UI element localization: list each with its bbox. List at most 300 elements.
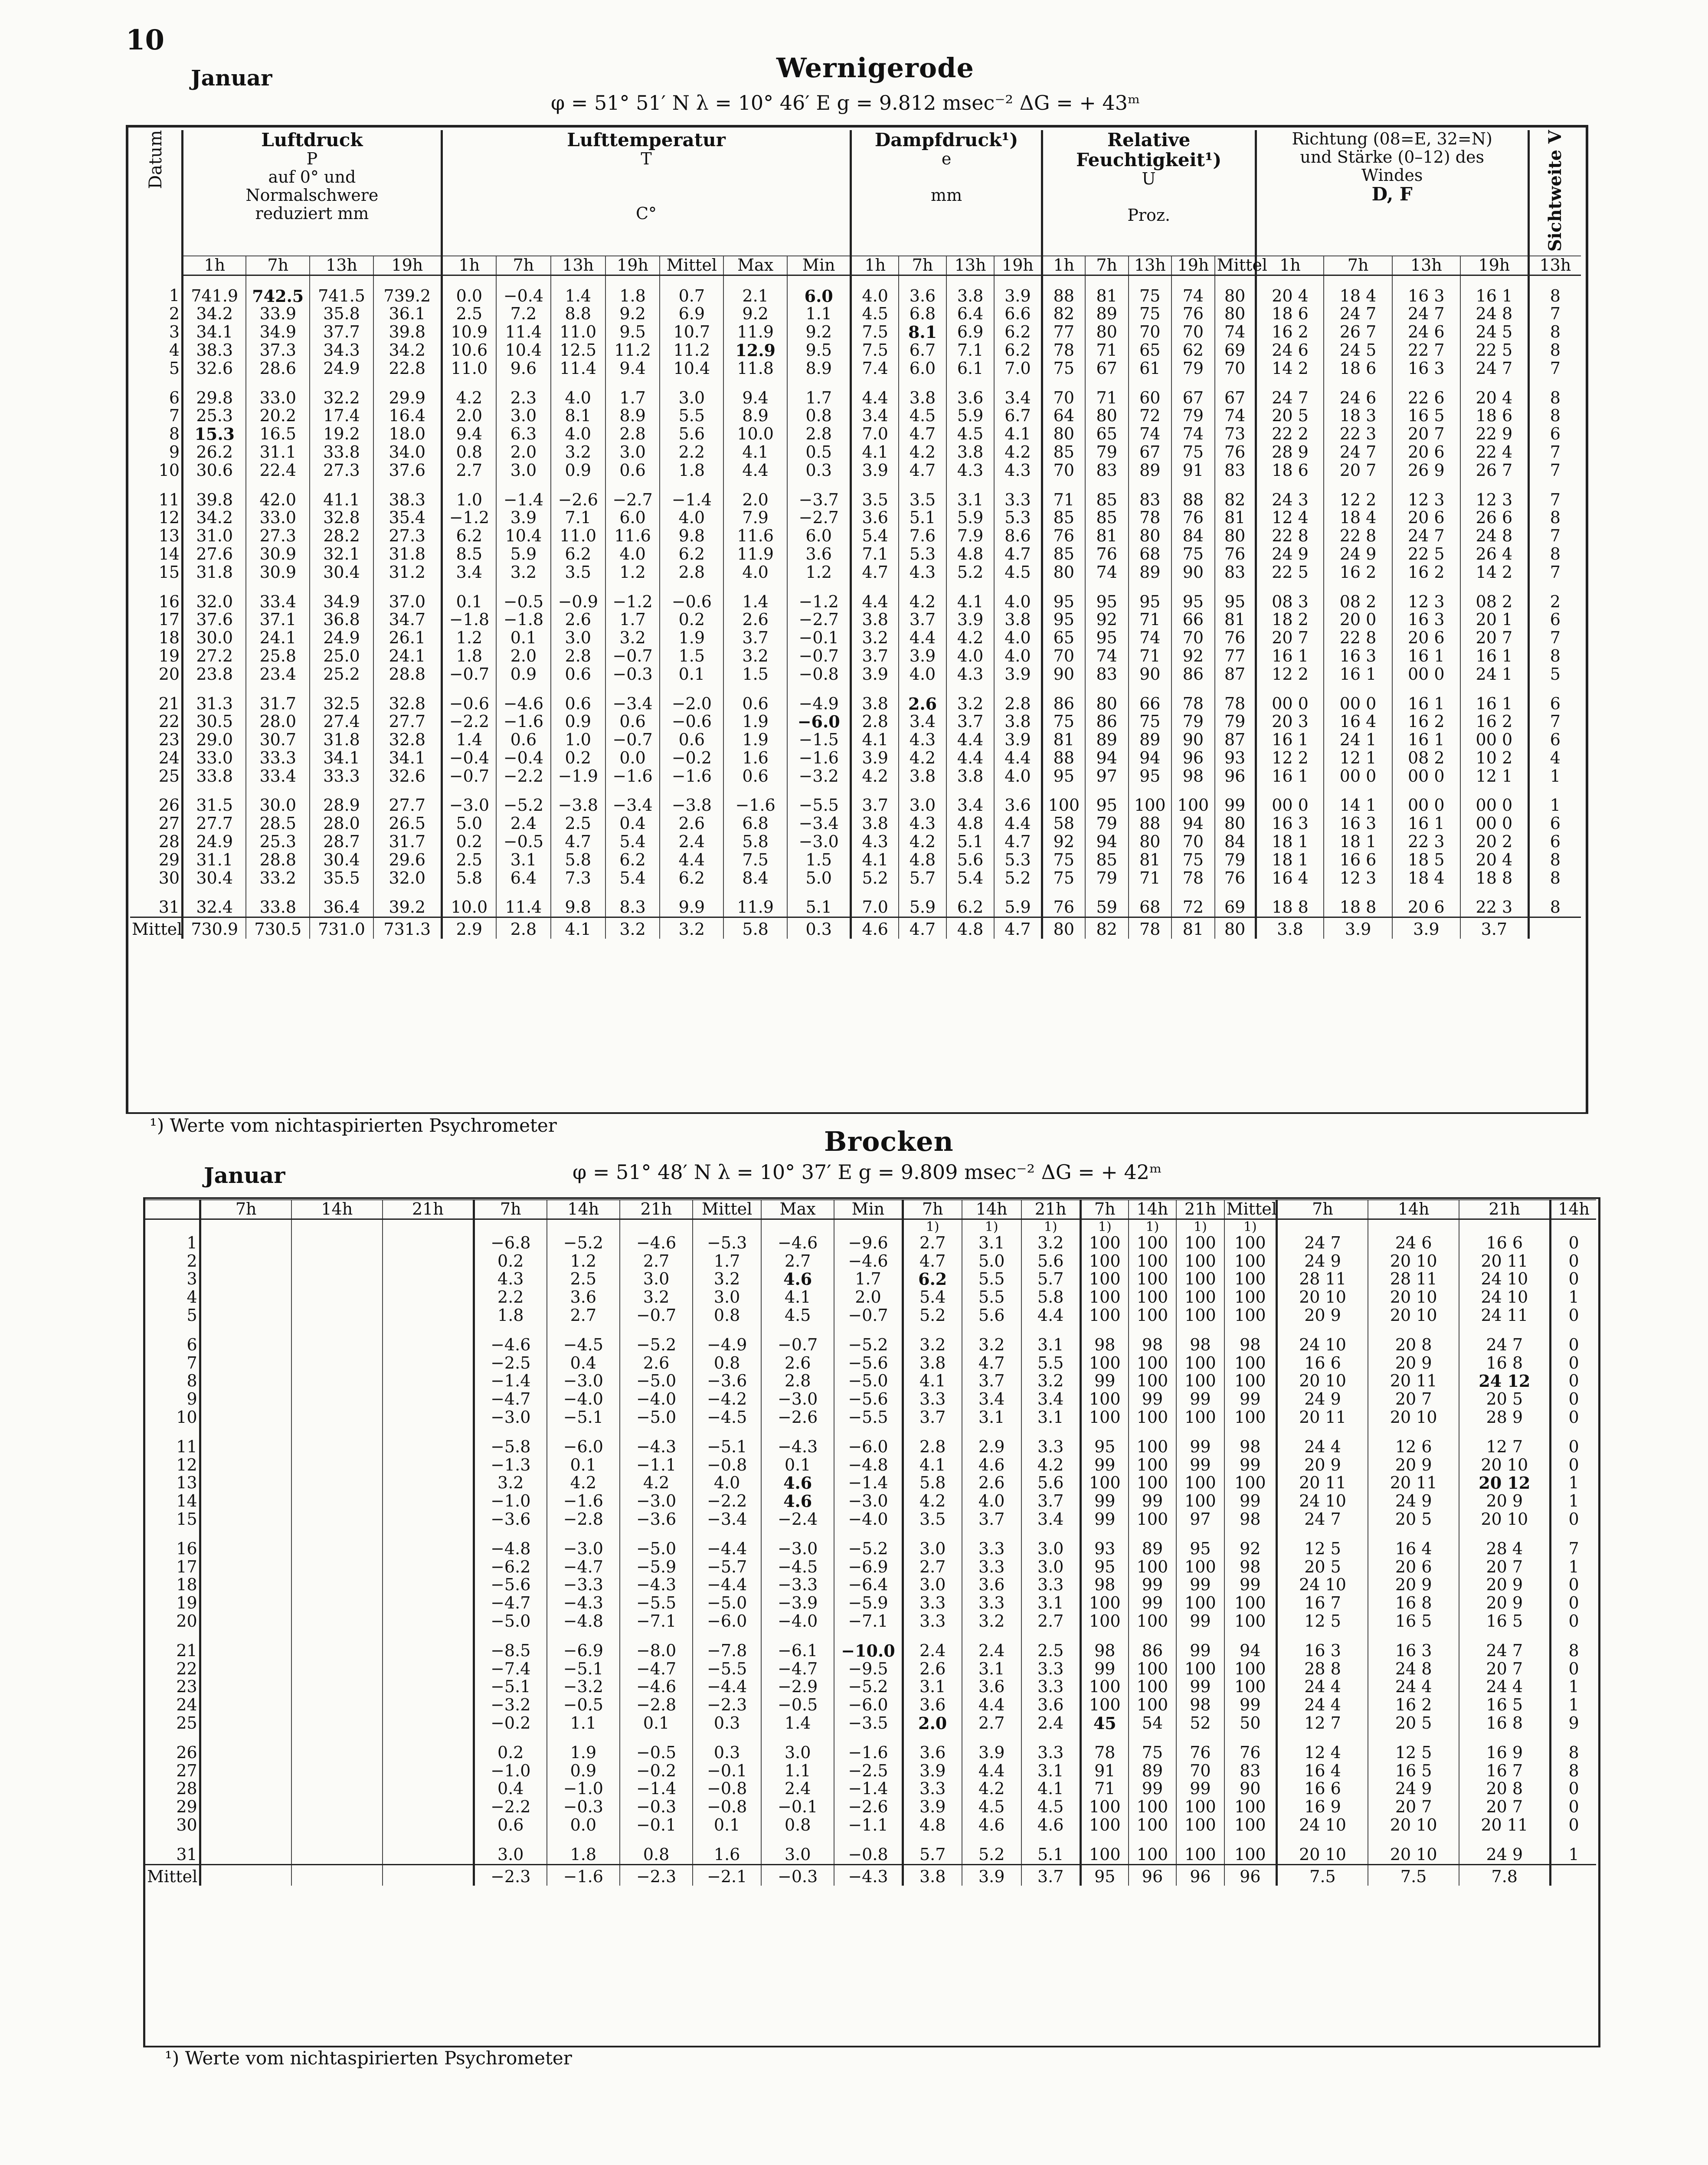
wg-value-cell: 8	[1528, 509, 1581, 527]
wg-value-cell: 7.1	[946, 341, 994, 360]
br-table-row	[145, 1529, 1596, 1558]
br-value-cell	[200, 1631, 291, 1660]
wg-value-cell: 30.0	[183, 629, 246, 647]
wg-value-cell: 4.0	[551, 425, 605, 443]
br-day-cell: 24	[176, 1695, 197, 1715]
br-value-cell: 2.4	[761, 1780, 834, 1798]
wg-value-cell: 36.8	[310, 611, 373, 629]
wg-value-cell: 80	[1129, 527, 1172, 545]
wg-value-cell: 16 2	[1392, 713, 1460, 731]
wg-value-cell: 6.0	[899, 360, 946, 378]
wg-subheader-cell: 7h	[246, 256, 310, 275]
br-value-cell: 16 2	[1368, 1696, 1459, 1714]
br-value-cell: −0.5	[620, 1733, 693, 1762]
wg-value-cell: 3.0	[660, 378, 723, 407]
br-table-row	[145, 1762, 1596, 1780]
br-value-cell	[200, 1558, 291, 1576]
wg-value-cell: 5.9	[994, 887, 1042, 917]
br-value-cell: 100	[1129, 1510, 1176, 1529]
wg-value-cell: 16 1	[1460, 647, 1528, 665]
br-value-cell: 24 9	[1277, 1390, 1368, 1408]
br-mean-cell	[383, 1864, 474, 1886]
wg-value-cell: −0.9	[551, 582, 605, 611]
wg-mean-cell: 3.9	[1324, 917, 1392, 939]
br-value-cell	[200, 1714, 291, 1733]
wg-value-cell: 32.8	[310, 509, 373, 527]
br-subheader-cell: 14h	[962, 1200, 1021, 1219]
wg-value-cell: 11.0	[442, 360, 496, 378]
wg-value-cell: 6.8	[899, 305, 946, 323]
wg-value-cell: 30.9	[246, 563, 310, 582]
wg-value-cell: 3.0	[899, 785, 946, 815]
br-mark-cell	[1551, 1219, 1596, 1234]
wg-value-cell: 6	[1528, 611, 1581, 629]
wg-value-cell: 80	[1215, 275, 1256, 305]
wg-value-cell: 1.8	[660, 462, 723, 480]
br-value-cell: 16 9	[1459, 1733, 1550, 1762]
wg-value-cell: 28.6	[246, 360, 310, 378]
br-value-cell: −0.8	[834, 1834, 903, 1864]
br-value-cell	[291, 1234, 383, 1252]
wg-value-cell: 24.9	[183, 833, 246, 851]
wg-value-cell: 2.8	[787, 425, 851, 443]
br-day-cell: 10	[176, 1407, 197, 1427]
br-table-row	[145, 1660, 1596, 1678]
wg-value-cell: 6	[1528, 815, 1581, 833]
wg-value-cell: 4.4	[946, 749, 994, 767]
wg-day-cell: 12	[158, 508, 180, 527]
br-value-cell: 100	[1224, 1354, 1277, 1372]
br-value-cell: −7.1	[620, 1612, 693, 1631]
wg-subheader-cell: 7h	[1085, 256, 1129, 275]
wg-value-cell: 741.5	[310, 275, 373, 305]
wg-table-row	[130, 629, 1581, 647]
wg-value-cell: 4.3	[899, 563, 946, 582]
br-value-cell: 99	[1224, 1576, 1277, 1594]
wg-value-cell: 4.0	[994, 767, 1042, 786]
br-table-row	[145, 1408, 1596, 1427]
wg-value-cell: 08 2	[1460, 582, 1528, 611]
wg-value-cell: 22 3	[1392, 833, 1460, 851]
wg-value-cell: 7.5	[723, 851, 787, 869]
wg-day-cell: 31	[158, 897, 180, 917]
br-mean-cell	[291, 1864, 383, 1886]
wg-value-cell: 28 9	[1256, 443, 1324, 462]
wg-value-cell: 11.4	[496, 323, 551, 341]
br-value-cell: −0.5	[761, 1696, 834, 1714]
br-value-cell: −4.5	[761, 1558, 834, 1576]
wg-value-cell: 75	[1042, 851, 1085, 869]
wg-value-cell: 4.4	[994, 749, 1042, 767]
wg-value-cell: 35.5	[310, 869, 373, 888]
br-value-cell: 5.6	[962, 1307, 1021, 1325]
br-value-cell: 20 9	[1459, 1594, 1550, 1612]
br-value-cell: 24 9	[1459, 1834, 1550, 1864]
wg-value-cell: 5.3	[994, 509, 1042, 527]
br-table-row	[145, 1307, 1596, 1325]
br-value-cell: −5.0	[620, 1529, 693, 1558]
wg-value-cell: 80	[1042, 563, 1085, 582]
wg-value-cell: 3.9	[994, 275, 1042, 305]
br-value-cell: −5.7	[693, 1558, 761, 1576]
br-value-cell: −8.5	[474, 1631, 546, 1660]
br-value-cell: 0	[1551, 1427, 1596, 1456]
br-value-cell: 52	[1176, 1714, 1224, 1733]
br-value-cell: 24 11	[1459, 1307, 1550, 1325]
wg-value-cell: 5.9	[946, 407, 994, 425]
br-value-cell: 3.3	[1021, 1678, 1081, 1696]
br-value-cell	[383, 1307, 474, 1325]
wg-value-cell: 22 3	[1460, 887, 1528, 917]
wg-value-cell: 3.0	[496, 407, 551, 425]
wg-value-cell: 0.1	[660, 665, 723, 684]
br-value-cell: −0.5	[547, 1696, 620, 1714]
wg-value-cell: 70	[1042, 462, 1085, 480]
wg-value-cell: 1.5	[660, 647, 723, 665]
wg-value-cell: −1.2	[605, 582, 660, 611]
br-value-cell: 24 4	[1277, 1427, 1368, 1456]
wg-value-cell: 74	[1171, 275, 1215, 305]
wg-value-cell: 8	[1528, 545, 1581, 563]
br-subheader-row	[145, 1200, 1596, 1219]
br-value-cell: 16 5	[1459, 1612, 1550, 1631]
br-value-cell: 0.6	[474, 1816, 546, 1834]
wg-value-cell: 5.4	[946, 869, 994, 888]
wg-value-cell: 9.2	[787, 323, 851, 341]
wg-day-cell: 7	[169, 406, 180, 426]
br-value-cell: 100	[1176, 1474, 1224, 1492]
br-value-cell: −5.1	[547, 1660, 620, 1678]
br-value-cell: 16 8	[1459, 1714, 1550, 1733]
wg-subheader-cell: 1h	[183, 256, 246, 275]
br-value-cell: 3.6	[962, 1576, 1021, 1594]
wg-day-cell: 30	[158, 868, 180, 888]
wg-value-cell: 5.8	[551, 851, 605, 869]
br-value-cell: −3.2	[474, 1696, 546, 1714]
br-value-cell: 24 7	[1277, 1510, 1368, 1529]
br-value-cell: −2.5	[834, 1762, 903, 1780]
br-value-cell: 100	[1224, 1834, 1277, 1864]
br-table-row	[145, 1733, 1596, 1762]
wg-value-cell: 30.4	[310, 563, 373, 582]
br-value-cell: 3.0	[903, 1576, 962, 1594]
wg-value-cell: 4.1	[946, 582, 994, 611]
wg-subheader-cell: 19h	[1460, 256, 1528, 275]
br-value-cell: 99	[1224, 1456, 1277, 1474]
wg-value-cell: 2.5	[442, 305, 496, 323]
wg-value-cell: 8.1	[551, 407, 605, 425]
br-value-cell: −1.4	[620, 1780, 693, 1798]
wg-value-cell: 65	[1085, 425, 1129, 443]
wg-value-cell: 5.8	[723, 833, 787, 851]
wg-value-cell: 71	[1042, 480, 1085, 509]
wg-value-cell: 0.6	[551, 684, 605, 713]
br-day-cell: 22	[176, 1659, 197, 1678]
wg-value-cell: 7.4	[851, 360, 899, 378]
wg-value-cell: 0.6	[496, 731, 551, 749]
wg-value-cell: 27.3	[373, 527, 442, 545]
br-value-cell: −9.6	[834, 1234, 903, 1252]
br-mark-cell: 1)	[903, 1219, 962, 1234]
br-day-cell: 21	[176, 1641, 197, 1660]
br-value-cell	[200, 1576, 291, 1594]
wg-day-cell: 28	[158, 832, 180, 852]
wg-value-cell: 3.2	[851, 629, 899, 647]
br-value-cell: 100	[1129, 1252, 1176, 1271]
br-value-cell: −3.0	[474, 1408, 546, 1427]
wg-value-cell: 31.8	[183, 563, 246, 582]
br-mark-cell: 1)	[1080, 1219, 1128, 1234]
wg-value-cell: 4.2	[899, 443, 946, 462]
wg-value-cell: 5.0	[787, 869, 851, 888]
wg-value-cell: 26.1	[373, 629, 442, 647]
br-value-cell: 20 11	[1368, 1372, 1459, 1390]
wg-value-cell: 18 6	[1256, 305, 1324, 323]
br-value-cell: −4.7	[474, 1594, 546, 1612]
wg-value-cell: 2.8	[605, 425, 660, 443]
wg-mean-cell: 3.9	[1392, 917, 1460, 939]
br-value-cell: 100	[1224, 1408, 1277, 1427]
br-value-cell: 0	[1551, 1372, 1596, 1390]
br-value-cell	[383, 1354, 474, 1372]
wg-value-cell: 5.6	[660, 425, 723, 443]
wg-value-cell: 69	[1215, 887, 1256, 917]
wg-value-cell: 1.4	[442, 731, 496, 749]
br-subheader-cell: 21h	[1021, 1200, 1081, 1219]
br-value-cell: 24 10	[1277, 1325, 1368, 1354]
br-value-cell: 4.4	[1021, 1307, 1081, 1325]
br-value-cell: 100	[1129, 1372, 1176, 1390]
br-value-cell	[383, 1660, 474, 1678]
br-mean-cell: 7.5	[1277, 1864, 1368, 1886]
br-value-cell: −3.6	[620, 1510, 693, 1529]
br-value-cell: 3.5	[903, 1510, 962, 1529]
br-value-cell: 4.4	[962, 1762, 1021, 1780]
br-value-cell: −2.3	[693, 1696, 761, 1714]
br-value-cell: 100	[1224, 1288, 1277, 1307]
wg-value-cell: 4.0	[605, 545, 660, 563]
wg-table-row	[130, 360, 1581, 378]
wg-value-cell: 28.9	[310, 785, 373, 815]
wg-value-cell: 68	[1129, 545, 1172, 563]
br-value-cell: 100	[1176, 1594, 1224, 1612]
wg-value-cell: 8.6	[994, 527, 1042, 545]
wg-value-cell: 27.3	[246, 527, 310, 545]
wg-value-cell: 39.2	[373, 887, 442, 917]
wg-value-cell: 5.4	[851, 527, 899, 545]
br-table-row	[145, 1270, 1596, 1288]
br-value-cell: 5.2	[962, 1834, 1021, 1864]
br-value-cell: 4.3	[474, 1270, 546, 1288]
wg-mean-row	[130, 917, 1581, 939]
br-table-row	[145, 1631, 1596, 1660]
wg-value-cell: 20 7	[1324, 462, 1392, 480]
wg-value-cell: 83	[1129, 480, 1172, 509]
wg-value-cell: 0.2	[442, 833, 496, 851]
br-value-cell	[383, 1492, 474, 1510]
br-value-cell: −2.5	[474, 1354, 546, 1372]
wg-value-cell: 6.3	[496, 425, 551, 443]
wg-value-cell: 6.2	[442, 527, 496, 545]
wg-value-cell: −5.2	[496, 785, 551, 815]
wg-value-cell: 32.2	[310, 378, 373, 407]
wg-value-cell: 24 7	[1392, 305, 1460, 323]
br-value-cell	[383, 1474, 474, 1492]
wg-subheader-cell: Mittel	[660, 256, 723, 275]
wg-value-cell: 08 3	[1256, 582, 1324, 611]
br-day-cell: 15	[176, 1509, 197, 1529]
wg-table-row	[130, 665, 1581, 684]
br-value-cell: −5.6	[834, 1390, 903, 1408]
br-value-cell: 2.7	[1021, 1612, 1081, 1631]
wg-value-cell: 31.1	[246, 443, 310, 462]
br-value-cell: 3.1	[1021, 1762, 1081, 1780]
wg-mean-cell: 0.3	[787, 917, 851, 939]
wg-value-cell: 2.5	[551, 815, 605, 833]
wg-value-cell: 6.7	[994, 407, 1042, 425]
br-value-cell: 24 9	[1368, 1492, 1459, 1510]
wg-value-cell: 11.6	[605, 527, 660, 545]
br-value-cell: 24 7	[1459, 1631, 1550, 1660]
wg-value-cell: 31.2	[373, 563, 442, 582]
br-value-cell: 0	[1551, 1234, 1596, 1252]
br-value-cell: 3.0	[474, 1834, 546, 1864]
wg-subheader-cell: 19h	[373, 256, 442, 275]
br-value-cell: 100	[1224, 1612, 1277, 1631]
br-value-cell: 100	[1080, 1612, 1128, 1631]
br-value-cell	[200, 1427, 291, 1456]
wg-value-cell: 38.3	[373, 480, 442, 509]
wg-table-row	[130, 407, 1581, 425]
wg-value-cell: 5.9	[496, 545, 551, 563]
br-value-cell: 20 10	[1368, 1834, 1459, 1864]
br-value-cell: 3.4	[1021, 1390, 1081, 1408]
wg-value-cell: 32.8	[373, 684, 442, 713]
wg-value-cell: 16 1	[1392, 731, 1460, 749]
wg-value-cell: 18 8	[1460, 869, 1528, 888]
br-value-cell	[200, 1288, 291, 1307]
wg-value-cell: 90	[1171, 563, 1215, 582]
wg-value-cell: 11.2	[605, 341, 660, 360]
br-value-cell: 2.4	[903, 1631, 962, 1660]
br-subheader-cell: 21h	[1459, 1200, 1550, 1219]
wg-value-cell: 7	[1528, 527, 1581, 545]
wg-value-cell: 2.8	[851, 713, 899, 731]
br-value-cell: 100	[1224, 1798, 1277, 1816]
wg-value-cell: 27.6	[183, 545, 246, 563]
wg-value-cell: 22 8	[1256, 527, 1324, 545]
wg-value-cell: 9.8	[660, 527, 723, 545]
wg-value-cell: 9.6	[496, 360, 551, 378]
br-value-cell: 24 7	[1277, 1234, 1368, 1252]
wg-day-cell: 20	[158, 664, 180, 684]
wg-value-cell: 31.0	[183, 527, 246, 545]
br-value-cell: 20 9	[1459, 1492, 1550, 1510]
br-value-cell: −7.4	[474, 1660, 546, 1678]
br-value-cell: −4.6	[474, 1325, 546, 1354]
br-value-cell: −7.1	[834, 1612, 903, 1631]
br-value-cell: 91	[1080, 1762, 1128, 1780]
wg-value-cell: −0.6	[442, 684, 496, 713]
br-mark-cell: 1)	[962, 1219, 1021, 1234]
wg-value-cell: 3.8	[994, 713, 1042, 731]
br-value-cell	[383, 1529, 474, 1558]
wg-value-cell: 95	[1042, 611, 1085, 629]
br-value-cell	[291, 1631, 383, 1660]
br-value-cell: 100	[1080, 1408, 1128, 1427]
br-value-cell: 100	[1129, 1798, 1176, 1816]
br-subheader-cell: 14h	[547, 1200, 620, 1219]
wg-station-title: Wernigerode	[776, 52, 974, 84]
br-value-cell: 76	[1176, 1733, 1224, 1762]
wg-value-cell: 95	[1042, 767, 1085, 786]
wg-mean-cell: 78	[1129, 917, 1172, 939]
wg-value-cell: 0.9	[551, 713, 605, 731]
wg-value-cell: 18 2	[1256, 611, 1324, 629]
br-value-cell: −3.0	[547, 1529, 620, 1558]
wg-value-cell: 3.4	[851, 407, 899, 425]
br-value-cell: −0.2	[620, 1762, 693, 1780]
br-value-cell: 3.2	[1021, 1372, 1081, 1390]
wg-value-cell: 3.8	[851, 684, 899, 713]
br-value-cell: 2.4	[1021, 1714, 1081, 1733]
br-value-cell: 0	[1551, 1594, 1596, 1612]
br-value-cell: −3.2	[547, 1678, 620, 1696]
wg-value-cell: 3.7	[851, 647, 899, 665]
wg-value-cell: −1.8	[496, 611, 551, 629]
br-value-cell: −4.8	[834, 1456, 903, 1474]
wg-value-cell: 4.7	[851, 563, 899, 582]
wg-value-cell: −2.7	[787, 509, 851, 527]
wg-table-row	[130, 378, 1581, 407]
wg-mean-cell: 4.6	[851, 917, 899, 939]
wg-table-row	[130, 275, 1581, 305]
wg-value-cell: 6.2	[994, 341, 1042, 360]
br-mean-cell: 3.9	[962, 1864, 1021, 1886]
br-coords: φ = 51° 48′ N λ = 10° 37′ E g = 9.809 msec⁻² ΔG = + 42ᵐ	[573, 1160, 1162, 1184]
br-day-cell: 5	[187, 1305, 197, 1325]
br-value-cell: 3.7	[1021, 1492, 1081, 1510]
wg-value-cell: 24 7	[1256, 378, 1324, 407]
br-mark-cell	[1368, 1219, 1459, 1234]
wg-value-cell: 4.1	[723, 443, 787, 462]
wg-value-cell: 34.9	[310, 582, 373, 611]
wg-value-cell: 2.6	[660, 815, 723, 833]
br-value-cell: 2.8	[761, 1372, 834, 1390]
br-value-cell: 20 7	[1368, 1798, 1459, 1816]
wg-value-cell: −3.0	[787, 833, 851, 851]
br-value-cell: −6.8	[474, 1234, 546, 1252]
br-table-row	[145, 1288, 1596, 1307]
wg-value-cell: 65	[1129, 341, 1172, 360]
wg-value-cell: 26 4	[1460, 545, 1528, 563]
br-value-cell: 5.5	[1021, 1354, 1081, 1372]
br-value-cell: 2.6	[903, 1660, 962, 1678]
br-value-cell: 16 5	[1368, 1612, 1459, 1631]
br-day-cell: 7	[187, 1353, 197, 1372]
br-value-cell: −4.3	[761, 1427, 834, 1456]
br-value-cell	[383, 1714, 474, 1733]
br-value-cell	[291, 1780, 383, 1798]
wg-value-cell: 93	[1215, 749, 1256, 767]
wg-value-cell: 88	[1129, 815, 1172, 833]
br-value-cell: −5.3	[693, 1234, 761, 1252]
wg-mean-cell: 4.7	[994, 917, 1042, 939]
wg-value-cell: 1.4	[723, 582, 787, 611]
wg-value-cell: 4.0	[899, 665, 946, 684]
wg-table-row	[130, 684, 1581, 713]
wg-value-cell: 24 6	[1392, 323, 1460, 341]
